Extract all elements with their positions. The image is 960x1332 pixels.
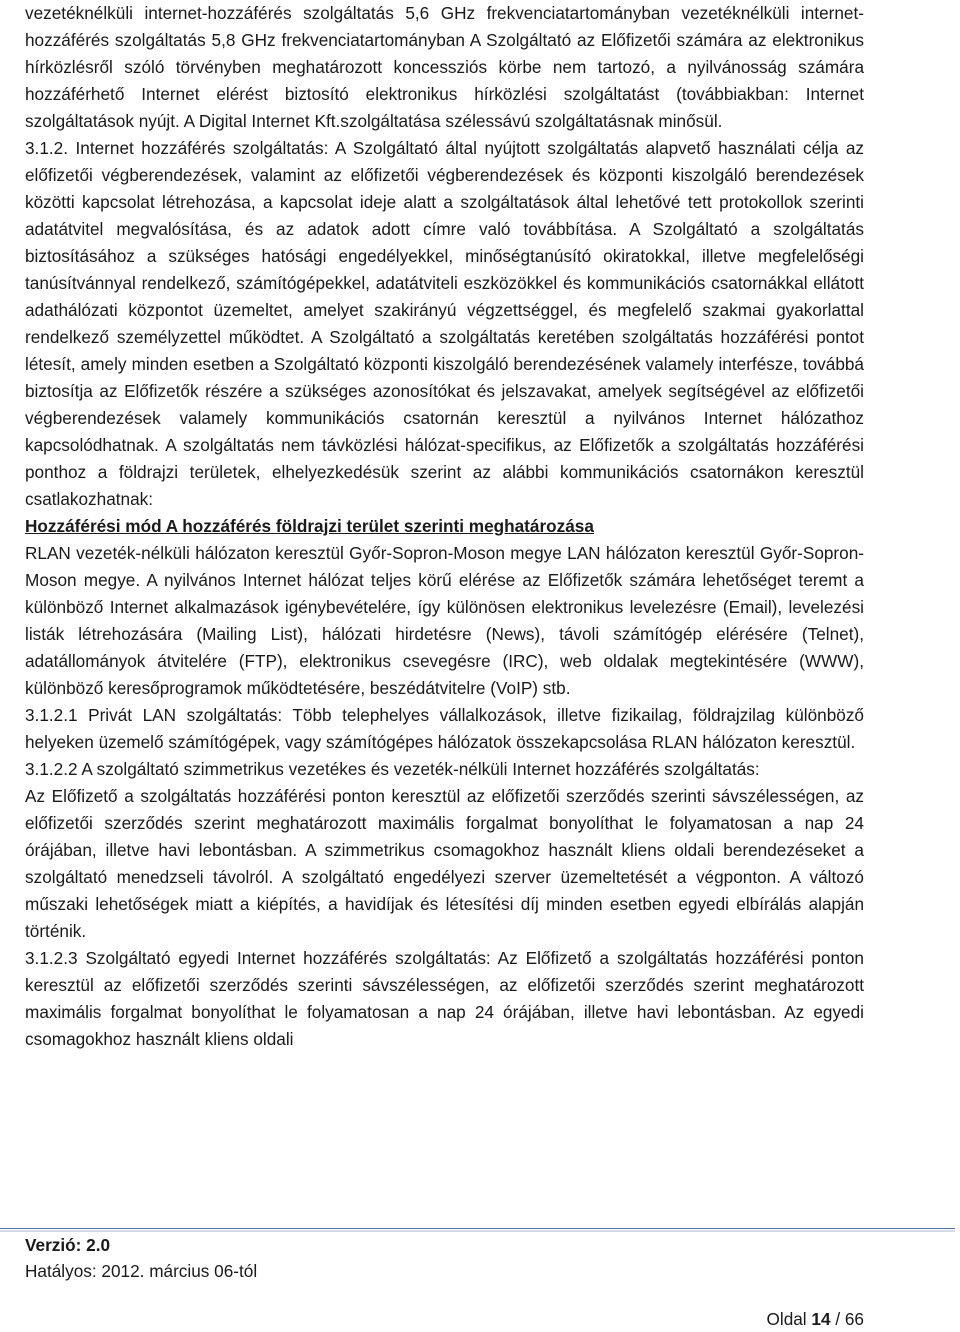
paragraph-symmetric-title: 3.1.2.2 A szolgáltató szimmetrikus vezetékes és vezeték-nélküli Internet hozzáférés szolgáltatás: bbox=[25, 759, 760, 779]
footer-divider-shadow bbox=[0, 1230, 955, 1232]
paragraph-service-intro: vezetéknélküli internet-hozzáférés szolgáltatás 5,6 GHz frekvenciatartományban vezetéknélküli internet-hozzáférés szolgáltatás 5,8 GHz frekvenciatartományban A Szolgáltató az Előfizetői számára az elektronikus hírközlésről szóló törvényben meghatározott koncessziós körbe nem tartozó, a nyilvánosság számára hozzáférhető Internet elérést biztosító elektronikus hírközlési szolgáltatást (továbbiakban: Internet szolgáltatások nyújt. A Digital Internet Kft.szolgáltatása szélessávú szolgáltatásnak minősül. bbox=[25, 3, 864, 131]
page-current: 14 bbox=[811, 1309, 831, 1329]
paragraph-rlan-access: RLAN vezeték-nélküli hálózaton keresztül Győr-Sopron-Moson megye LAN hálózaton keresztül Győr-Sopron-Moson megye. A nyilvános Internet hálózat teljes körű elérése az Előfizetők számára lehetőséget teremt a különböző Internet alkalmazások igénybevételére, így különösen elektronikus levelezésre (Email), levelezési listák létrehozására (Mailing List), hálózati hirdetésre (News), távoli számítógép elérésére (Telnet), adatállományok átvitelére (FTP), elektronikus csevegésre (IRC), web oldalak megtekintésére (WWW), különböző keresőprogramok működtetésére, beszédátvitelre (VoIP) stb. bbox=[25, 543, 864, 698]
page-separator: / bbox=[835, 1309, 841, 1329]
paragraph-private-lan: 3.1.2.1 Privát LAN szolgáltatás: Több telephelyes vállalkozások, illetve fizikailag, földrajzilag különböző helyeken üzemelő számítógépek, vagy számítógépes hálózatok összekapcsolása RLAN hálózaton keresztül. bbox=[25, 705, 864, 752]
page-total: 66 bbox=[844, 1309, 864, 1329]
paragraph-internet-access: 3.1.2. Internet hozzáférés szolgáltatás: A Szolgáltató által nyújtott szolgáltatás alapvető használati célja az előfizetői végberendezések, valamint az előfizetői végberendezések és központi kiszolgáló berendezések közötti kapcsolat létrehozása, a kapcsolat ideje alatt a szolgáltatások által lehetővé tett protokollok szerinti adatátvitel megvalósítása, és az adatok adott címre való továbbítása. A Szolgáltató a szolgáltatás biztosításához a szükséges hatósági engedélyekkel, minőségtanúsító okiratokkal, illetve megfelelőségi tanúsítvánnyal rendelkező, számítógépekkel, adatátviteli eszközökkel és kommunikációs csatornákkal ellátott adathálózati központot üzemeltet, amelyet szakirányú végzettséggel, és megfelelő szakmai gyakorlattal rendelkező személyzettel működtet. A Szolgáltató a szolgáltatás keretében szolgáltatás hozzáférési pontot létesít, amely minden esetben a Szolgáltató központi kiszolgáló berendezésének valamely interfésze, továbbá biztosítja az Előfizetők részére a szükséges azonosítókat és jelszavakat, amelyek segítségével az előfizetői végberendezések valamely kommunikációs csatornán keresztül a nyilvános Internet hálózathoz kapcsolódhatnak. A szolgáltatás nem távközlési hálózat-specifikus, az Előfizetők a szolgáltatás hozzáférési ponthoz a földrajzi területek, elhelyezkedésük szerint az alábbi kommunikációs csatornákon keresztül csatlakozhatnak: bbox=[25, 138, 864, 509]
document-body bbox=[25, 0, 864, 1053]
paragraph-symmetric-body: Az Előfizető a szolgáltatás hozzáférési ponton keresztül az előfizetői szerződés szerinti sávszélességen, az előfizetői szerződés szerint meghatározott maximális forgalmat bonyolíthat le folyamatosan a nap 24 órájában, illetve havi lebontásban. A szimmetrikus csomagokhoz használt kliens oldali berendezéseket a szolgáltató menedzseli távolról. A szolgáltató engedélyezi szerver üzemeltetését a végponton. A változó műszaki lehetőségek miatt a kiépítés, a havidíjak és létesítési díj minden esetben egyedi elbírálás alapján történik. bbox=[25, 786, 864, 941]
footer-version: Verzió: 2.0 bbox=[25, 1235, 111, 1255]
footer-divider bbox=[0, 1228, 955, 1229]
footer-page-number bbox=[767, 1306, 865, 1332]
section-heading-access-mode: Hozzáférési mód A hozzáférés földrajzi terület szerinti meghatározása bbox=[25, 516, 594, 536]
page-label: Oldal bbox=[766, 1309, 807, 1329]
paragraph-custom-access: 3.1.2.3 Szolgáltató egyedi Internet hozzáférés szolgáltatás: Az Előfizető a szolgáltatás hozzáférési ponton keresztül az előfizetői szerződés szerinti sávszélességen, az előfizetői szerződés szerint meghatározott maximális forgalmat bonyolíthat le folyamatosan a nap 24 órájában, illetve havi lebontásban. Az egyedi csomagokhoz használt kliens oldali bbox=[25, 948, 864, 1049]
footer-effective-date: Hatályos: 2012. március 06-tól bbox=[25, 1261, 258, 1281]
